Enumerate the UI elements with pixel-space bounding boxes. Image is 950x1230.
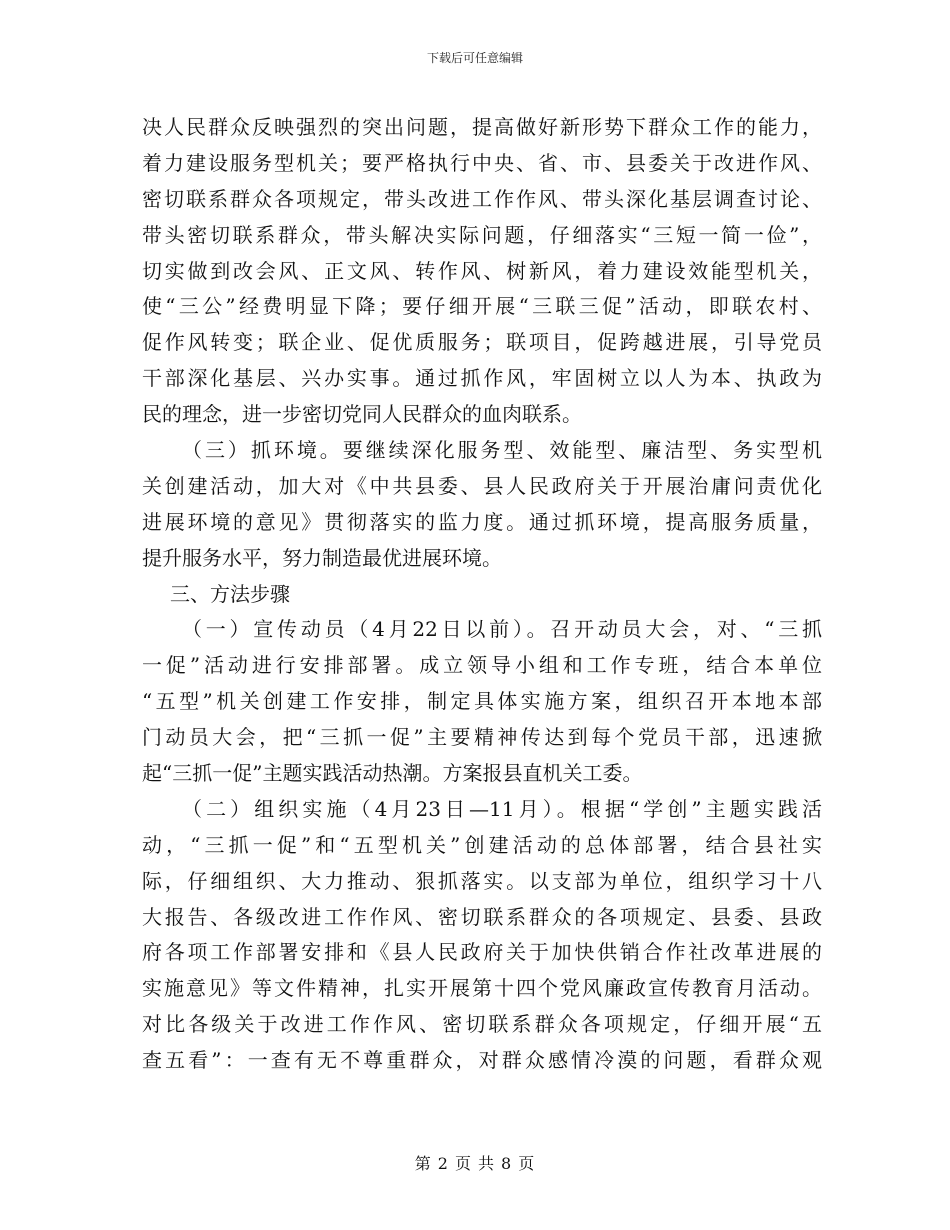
- text-line: 民的理念，进一步密切党同人民群众的血肉联系。: [142, 402, 582, 427]
- text-line: 促作风转变；联企业、促优质服务；联项目，促跨越进展，引导党员: [142, 330, 822, 355]
- document-body: [142, 110, 822, 1079]
- text-line: 实施意见》等文件精神，扎实开展第十四个党风廉政宣传教育月活动。: [142, 976, 822, 1001]
- footer-suffix: 页: [518, 1154, 536, 1173]
- section-heading-line: （二）组织实施（4月23日—11月）。根据“学创”主题实践活: [182, 796, 822, 821]
- text-line: 际，仔细组织、大力推动、狠抓落实。以支部为单位，组织学习十八: [142, 868, 822, 893]
- page-header-note: 下载后可任意编辑: [426, 51, 523, 65]
- text-line: 进展环境的意见》贯彻落实的监力度。通过抓环境，提高服务质量，: [142, 509, 822, 534]
- footer-prefix: 第: [414, 1154, 432, 1173]
- text-line: “五型”机关创建工作安排，制定具体实施方案，组织召开本地本部: [142, 689, 822, 714]
- text-line: 干部深化基层、兴办实事。通过抓作风，牢固树立以人为本、执政为: [142, 366, 822, 391]
- text-line: 切实做到改会风、正文风、转作风、树新风，着力建设效能型机关，: [142, 258, 822, 283]
- text-line: 关创建活动，加大对《中共县委、县人民政府关于开展治庸问责优化: [142, 473, 822, 498]
- text-line: 门动员大会，把“三抓一促”主要精神传达到每个党员干部，迅速掀: [142, 725, 822, 750]
- section-heading-line: （三）抓环境。要继续深化服务型、效能型、廉洁型、务实型机: [182, 438, 822, 463]
- text-line: 对比各级关于改进工作作风、密切联系群众各项规定，仔细开展“五: [142, 1012, 822, 1037]
- text-line: 查五看”：一查有无不尊重群众，对群众感情冷漠的问题，看群众观: [142, 1048, 822, 1073]
- section-title: 三、方法步骤: [170, 581, 290, 606]
- text-line: 着力建设服务型机关；要严格执行中央、省、市、县委关于改进作风、: [142, 150, 822, 175]
- footer-middle: 页 共: [454, 1154, 496, 1173]
- text-line: 使“三公”经费明显下降；要仔细开展“三联三促”活动，即联农村、: [142, 294, 822, 319]
- total-page-count: 8: [501, 1154, 513, 1173]
- text-line: 一促”活动进行安排部署。成立领导小组和工作专班，结合本单位: [142, 653, 822, 678]
- text-line: 带头密切联系群众，带头解决实际问题，仔细落实“三短一简一俭”，: [142, 222, 822, 247]
- text-line: 大报告、各级改进工作作风、密切联系群众的各项规定、县委、县政: [142, 904, 822, 929]
- page-number-footer: [0, 1153, 950, 1175]
- text-line: 密切联系群众各项规定，带头改进工作作风、带头深化基层调查讨论、: [142, 186, 822, 211]
- text-line: 决人民群众反映强烈的突出问题，提高做好新形势下群众工作的能力，: [142, 115, 822, 139]
- text-line: 府各项工作部署安排和《县人民政府关于加快供销合作社改革进展的: [142, 940, 822, 965]
- text-line: 提升服务水平，努力制造最优进展环境。: [142, 545, 502, 570]
- text-line: 起“三抓一促”主题实践活动热潮。方案报县直机关工委。: [142, 761, 643, 786]
- section-heading-line: （一）宣传动员（4月22日以前）。召开动员大会，对、“三抓: [182, 617, 822, 642]
- text-line: 动，“三抓一促”和“五型机关”创建活动的总体部署，结合县社实: [142, 832, 822, 857]
- current-page-number: 2: [437, 1154, 449, 1173]
